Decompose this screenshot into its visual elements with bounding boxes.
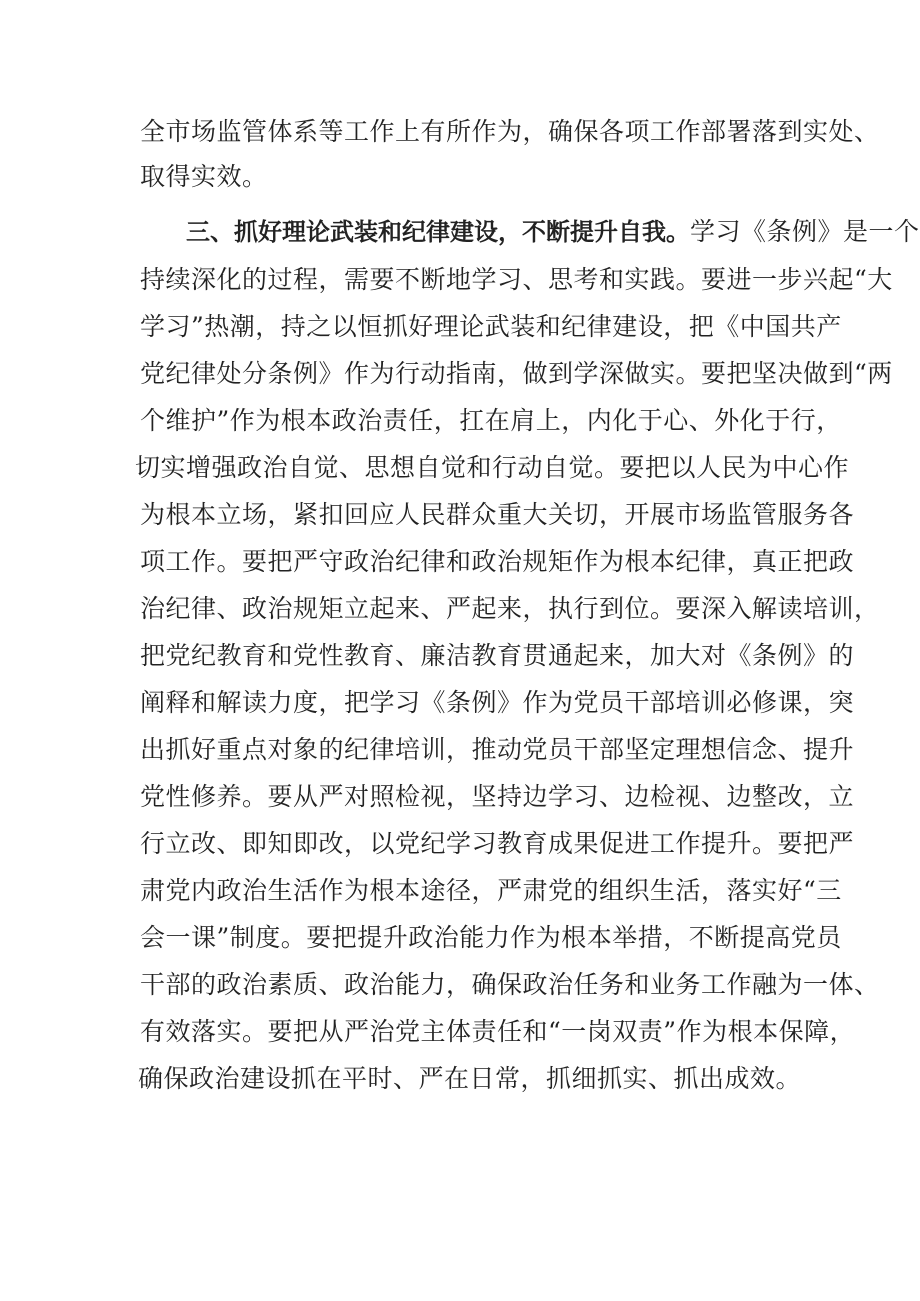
section-heading-line bbox=[0, 212, 920, 252]
paragraph-line: 阐释和解读力度，把学习《条例》作为党员干部培训必修课，突 bbox=[140, 688, 855, 717]
paragraph-line: 干部的政治素质、政治能力，确保政治任务和业务工作融为一体、 bbox=[140, 970, 880, 999]
paragraph-line: 有效落实。要把从严治党主体责任和“一岗双责”作为根本保障， bbox=[140, 1017, 856, 1046]
paragraph-line: 出抓好重点对象的纪律培训，推动党员干部坚定理想信念、提升 bbox=[140, 735, 855, 764]
paragraph-line: 党性修养。要从严对照检视，坚持边学习、边检视、边整改，立 bbox=[140, 782, 855, 811]
paragraph-line: 个维护”作为根本政治责任，扛在肩上，内化于心、外化于行， bbox=[140, 406, 842, 435]
paragraph-line: 项工作。要把严守政治纪律和政治规矩作为根本纪律，真正把政 bbox=[140, 547, 855, 576]
paragraph-text: 学习《条例》是一个 bbox=[690, 217, 920, 246]
section-heading: 三、抓好理论武装和纪律建设，不断提升自我。 bbox=[186, 218, 690, 246]
paragraph-line: 确保政治建设抓在平时、严在日常，抓细抓实、抓出成效。 bbox=[138, 1064, 802, 1093]
paragraph-line: 行立改、即知即改，以党纪学习教育成果促进工作提升。要把严 bbox=[140, 829, 855, 858]
paragraph-line: 治纪律、政治规矩立起来、严起来，执行到位。要深入解读培训， bbox=[140, 594, 880, 623]
paragraph-line: 全市场监管体系等工作上有所作为，确保各项工作部署落到实处、 bbox=[140, 117, 880, 146]
paragraph-line: 会一课”制度。要把提升政治能力作为根本举措，不断提高党员 bbox=[140, 923, 842, 952]
paragraph-line: 持续深化的过程，需要不断地学习、思考和实践。要进一步兴起“大 bbox=[140, 265, 893, 294]
paragraph-line: 把党纪教育和党性教育、廉洁教育贯通起来，加大对《条例》的 bbox=[140, 641, 855, 670]
paragraph-line: 肃党内政治生活作为根本途径，严肃党的组织生活，落实好“三 bbox=[140, 876, 842, 905]
paragraph-line: 学习”热潮，持之以恒抓好理论武装和纪律建设，把《中国共产 bbox=[140, 312, 842, 341]
paragraph-line: 为根本立场，紧扣回应人民群众重大关切，开展市场监管服务各 bbox=[140, 500, 855, 529]
paragraph-line: 切实增强政治自觉、思想自觉和行动自觉。要把以人民为中心作 bbox=[135, 453, 850, 482]
paragraph-line: 党纪律处分条例》作为行动指南，做到学深做实。要把坚决做到“两 bbox=[140, 359, 893, 388]
paragraph-line: 取得实效。 bbox=[140, 162, 268, 191]
